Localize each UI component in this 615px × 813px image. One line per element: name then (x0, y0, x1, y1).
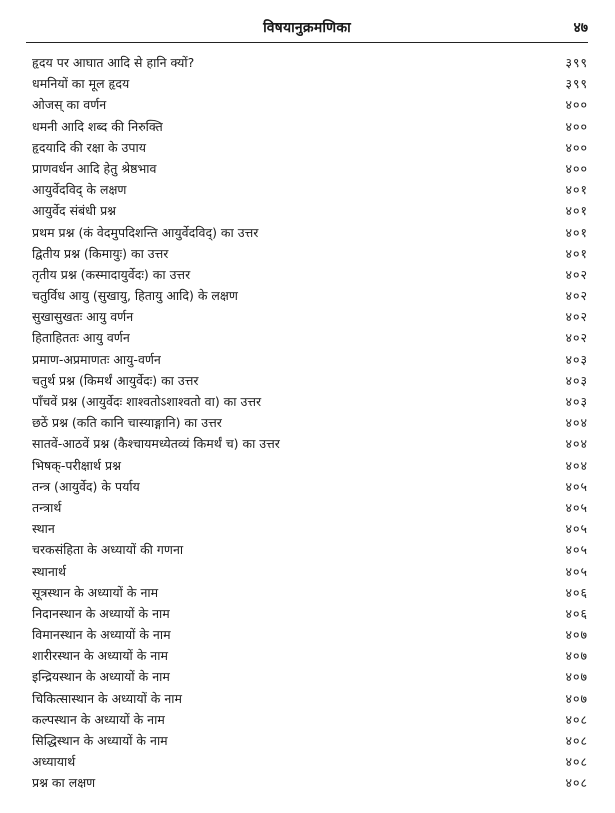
toc-entry (32, 433, 588, 454)
toc-entry-page: ४०७ (565, 690, 588, 706)
toc-entry-title: भिषक्-परीक्षार्थ प्रश्न (32, 457, 121, 473)
page-header (26, 18, 588, 40)
toc-entry (32, 561, 588, 582)
toc-entry-page: ४०१ (565, 224, 588, 240)
toc-entry-title: सातवें-आठवें प्रश्न (कैश्चायमध्येतव्यं किमर्थं च) का उत्तर (32, 436, 280, 452)
toc-entry-page: ४०५ (565, 521, 588, 537)
toc-entry (32, 624, 588, 645)
toc-entry (32, 666, 588, 687)
toc-entry (32, 603, 588, 624)
toc-entry-page: ४०२ (565, 309, 588, 325)
toc-entry-title: आयुर्वेद संबंधी प्रश्न (32, 203, 117, 219)
toc-entry-page: ४०५ (565, 563, 588, 579)
toc-entry-title: अध्यायार्थ (32, 754, 76, 770)
toc-entry-title: तृतीय प्रश्न (कस्मादायुर्वेदः) का उत्तर (32, 266, 191, 282)
toc-entry-title: स्थानार्थ (32, 563, 67, 579)
toc-entry-page: ४०७ (565, 627, 588, 643)
toc-entry-page: ४०४ (565, 415, 588, 431)
toc-entry-page: ४०४ (565, 436, 588, 452)
toc-entry-title: ओजस् का वर्णन (32, 97, 107, 113)
toc-entry (32, 73, 588, 94)
toc-entry-title: सुखासुखतः आयु वर्णन (32, 309, 134, 325)
toc-entry (32, 116, 588, 137)
toc-entry-title: पाँचवें प्रश्न (आयुर्वेदः शाश्वतोऽशाश्वतो वा) का उत्तर (32, 394, 262, 409)
toc-entry-page: ४०१ (565, 203, 588, 219)
toc-entry-page: ४०८ (565, 754, 588, 770)
toc-entry-page: ४०० (565, 118, 588, 134)
toc-entry (32, 772, 588, 793)
toc-entry-title: इन्द्रियस्थान के अध्यायों के नाम (32, 669, 170, 685)
toc-entry-title: तन्त्रार्थ (32, 499, 62, 515)
toc-entry-page: ४०७ (565, 669, 588, 685)
toc-entry-page: ४०८ (565, 711, 588, 727)
toc-entry (32, 264, 588, 285)
toc-entry-title: स्थान (32, 521, 55, 537)
toc-entry (32, 370, 588, 391)
toc-entry-page: ४०८ (565, 775, 588, 791)
toc-entry (32, 158, 588, 179)
toc-entry-title: हिताहिततः आयु वर्णन (32, 330, 130, 346)
table-of-contents (32, 52, 588, 794)
toc-entry-page: ४०५ (565, 499, 588, 515)
toc-entry (32, 497, 588, 518)
toc-entry-page: ४०३ (565, 372, 588, 388)
toc-entry (32, 285, 588, 306)
toc-entry (32, 349, 588, 370)
toc-entry-page: ४०० (565, 139, 588, 155)
toc-entry-title: निदानस्थान के अध्यायों के नाम (32, 605, 170, 621)
toc-entry (32, 645, 588, 666)
toc-entry (32, 179, 588, 200)
toc-entry-page: ४०३ (565, 351, 588, 367)
toc-entry-title: तन्त्र (आयुर्वेद) के पर्याय (32, 478, 140, 494)
toc-entry (32, 688, 588, 709)
toc-entry-title: हृदयादि की रक्षा के उपाय (32, 139, 146, 155)
page-number: ४७ (573, 20, 588, 36)
toc-entry (32, 582, 588, 603)
toc-entry (32, 730, 588, 751)
header-divider (26, 42, 588, 43)
page-title: विषयानुक्रमणिका (263, 20, 351, 36)
toc-entry-title: चिकित्सास्थान के अध्यायों के नाम (32, 690, 183, 706)
toc-entry (32, 327, 588, 348)
toc-entry (32, 539, 588, 560)
toc-entry-page: ४०० (565, 160, 588, 176)
toc-entry-page: ४०० (565, 97, 588, 113)
toc-entry-page: ४०६ (565, 605, 588, 621)
toc-entry (32, 518, 588, 539)
toc-entry-title: प्रमाण-अप्रमाणतः आयु-वर्णन (32, 351, 161, 367)
toc-entry-title: विमानस्थान के अध्यायों के नाम (32, 627, 171, 643)
toc-entry-title: चतुर्विध आयु (सुखायु, हितायु आदि) के लक्षण (32, 288, 238, 304)
toc-entry (32, 137, 588, 158)
toc-entry-title: आयुर्वेदविद् के लक्षण (32, 182, 127, 198)
toc-entry-page: ३९९ (565, 76, 588, 92)
toc-entry-title: द्वितीय प्रश्न (किमायुः) का उत्तर (32, 245, 169, 261)
toc-entry-page: ४०१ (565, 182, 588, 198)
toc-entry-title: प्राणवर्धन आदि हेतु श्रेष्ठभाव (32, 160, 157, 176)
toc-entry-page: ३९९ (565, 55, 588, 70)
toc-entry-page: ४०८ (565, 733, 588, 748)
toc-entry-title: प्रश्न का लक्षण (32, 775, 96, 791)
toc-entry (32, 94, 588, 115)
toc-entry-title: सिद्धिस्थान के अध्यायों के नाम (32, 733, 168, 748)
toc-entry-title: प्रथम प्रश्न (कं वेदमुपदिशन्ति आयुर्वेदविद्) का उत्तर (32, 224, 259, 240)
toc-entry-page: ४०३ (565, 394, 588, 409)
toc-entry (32, 222, 588, 243)
toc-entry-title: हृदय पर आघात आदि से हानि क्यों? (32, 55, 195, 70)
toc-entry-page: ४०५ (565, 542, 588, 558)
toc-entry (32, 243, 588, 264)
toc-entry (32, 52, 588, 73)
toc-entry-page: ४०१ (565, 245, 588, 261)
toc-entry-page: ४०४ (565, 457, 588, 473)
toc-entry-page: ४०६ (565, 584, 588, 600)
toc-entry (32, 306, 588, 327)
toc-entry (32, 412, 588, 433)
toc-entry-page: ४०५ (565, 478, 588, 494)
toc-entry-title: छठें प्रश्न (कति कानि चास्याङ्गानि) का उत्तर (32, 415, 222, 431)
toc-entry-title: धमनी आदि शब्द की निरुक्ति (32, 118, 163, 134)
toc-entry (32, 391, 588, 412)
toc-entry (32, 709, 588, 730)
toc-entry-title: सूत्रस्थान के अध्यायों के नाम (32, 584, 159, 600)
toc-entry-page: ४०२ (565, 266, 588, 282)
toc-entry-title: चरकसंहिता के अध्यायों की गणना (32, 542, 184, 558)
toc-entry-page: ४०२ (565, 288, 588, 304)
toc-entry-title: चतुर्थ प्रश्न (किमर्थं आयुर्वेदः) का उत्तर (32, 372, 199, 388)
toc-entry-page: ४०२ (565, 330, 588, 346)
toc-entry (32, 476, 588, 497)
toc-entry (32, 455, 588, 476)
toc-entry-title: कल्पस्थान के अध्यायों के नाम (32, 711, 165, 727)
toc-entry (32, 200, 588, 221)
toc-entry-page: ४०७ (565, 648, 588, 664)
toc-entry-title: शारीरस्थान के अध्यायों के नाम (32, 648, 168, 664)
toc-entry-title: धमनियों का मूल हृदय (32, 76, 130, 92)
toc-entry (32, 751, 588, 772)
